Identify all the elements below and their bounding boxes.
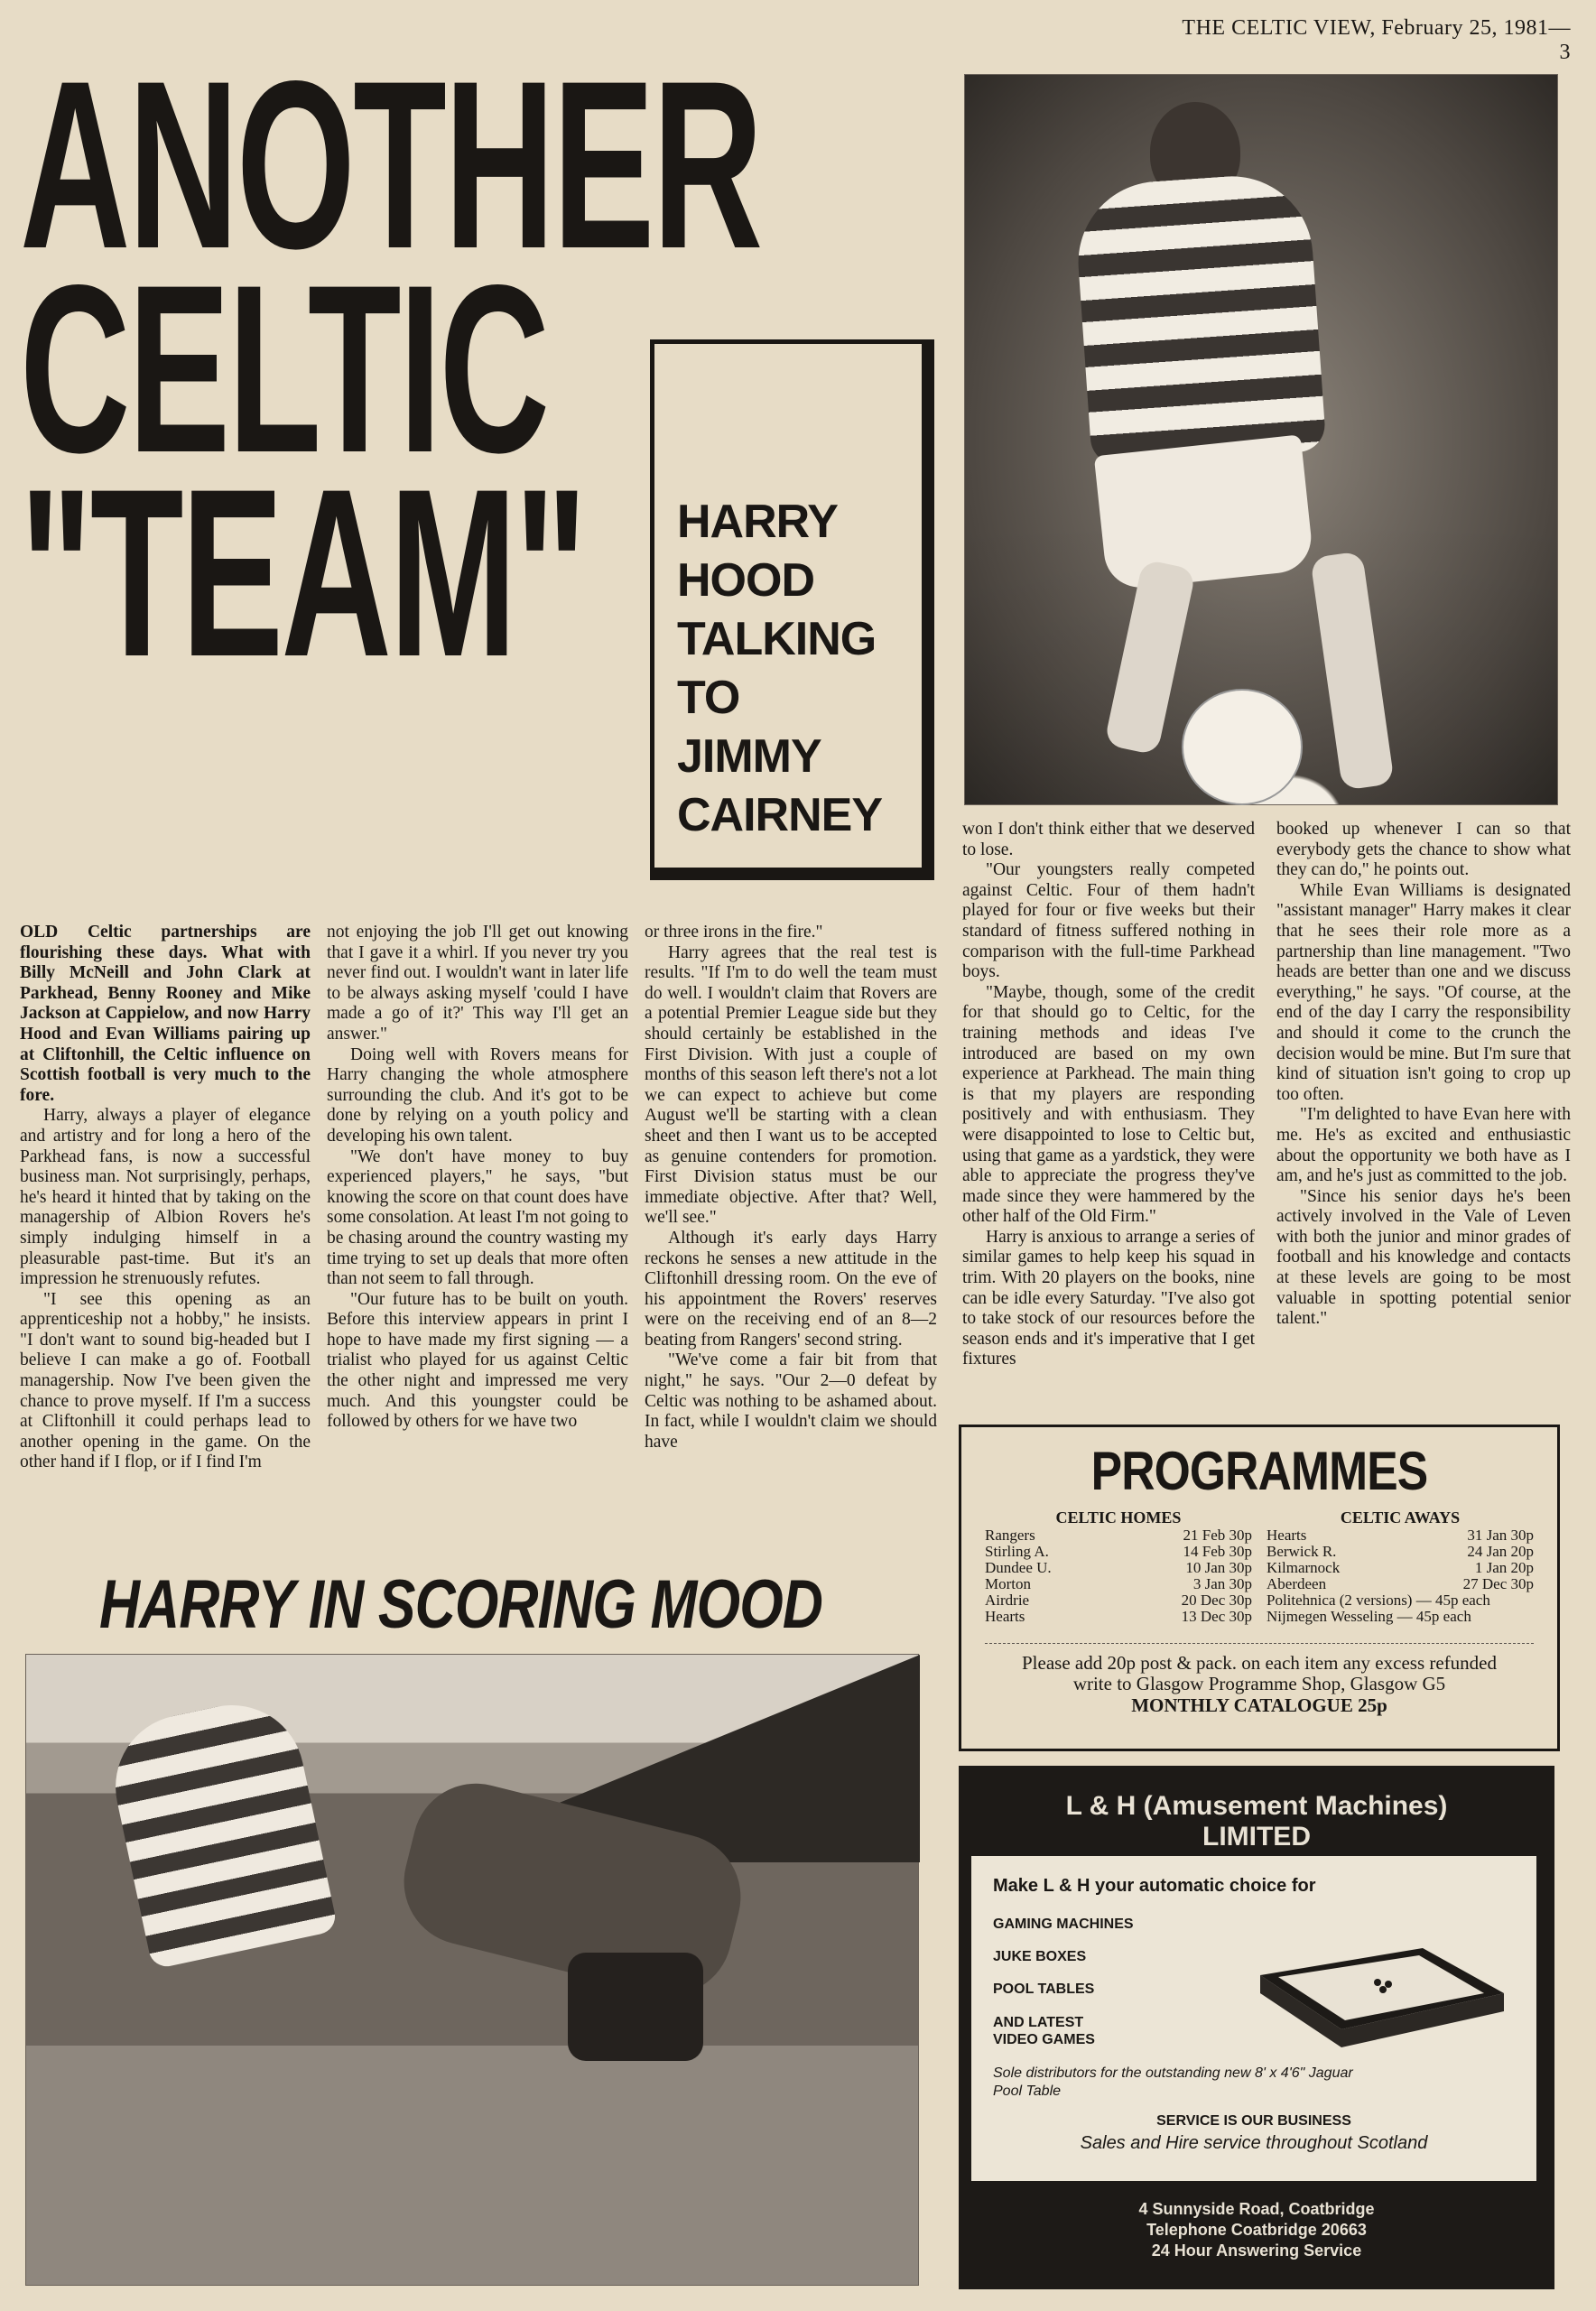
programme-extra: Nijmegen Wesseling — 45p each [1267,1608,1471,1625]
programme-row [985,1544,1252,1560]
ad-address-line: Telephone Coatbridge 20663 [1146,2221,1367,2239]
programme-date: 24 Jan [1467,1543,1508,1560]
programme-price: 30p [1229,1543,1252,1560]
scoring-photo [25,1654,919,2286]
headline-line: ANOTHER [20,32,761,299]
programmes-advert [959,1425,1560,1751]
programme-team: Stirling A. [985,1543,1049,1560]
ad-address-line: 4 Sunnyside Road, Coatbridge [1138,2200,1375,2218]
article-column-1 [20,923,311,1545]
programme-row [1267,1527,1534,1544]
programme-row [1267,1609,1534,1625]
article-column-4 [962,820,1255,1434]
programme-price: 30p [1229,1592,1252,1609]
article-paragraph: While Evan Williams is designated "assistant manager" Harry makes it clear that he sees their role more as a partnership than line management. "Two heads are better than one and we discuss everything," he says. "Of course, at the end of the day I carry the responsibility and should it come to the crunch the decision would be mine. But I'm sure that kind of situation isn't going to crop up too often. [1276,880,1571,1104]
photo-shape [1094,434,1314,590]
ad-item-line: VIDEO GAMES [993,2032,1095,2047]
programme-row [1267,1560,1534,1576]
programme-date: 1 Jan [1474,1559,1508,1576]
programme-team: Rangers [985,1527,1035,1544]
article-paragraph: won I don't think either that we deserved to lose. [962,820,1255,859]
ad-service-slogan: SERVICE IS OUR BUSINESS [1156,2113,1351,2129]
ad-item: POOL TABLES [993,1982,1095,1997]
programmes-divider [985,1643,1534,1644]
celtic-aways-list [1267,1509,1534,1625]
ad-title [959,1791,1554,1852]
programme-price: 30p [1229,1608,1252,1625]
programme-date: 10 Jan [1185,1559,1226,1576]
byline-box [650,339,937,874]
article-paragraph: "I'm delighted to have Evan here with me. He's as excited and enthusiastic about the opportunity we both have as I am, and he's just as committed to the job. [1276,1105,1571,1186]
headline-line: CELTIC [20,236,548,503]
article-column-5 [1276,820,1571,1406]
programme-price: 30p [1510,1575,1534,1592]
celtic-homes-list [985,1509,1252,1625]
celtic-aways-header: CELTIC AWAYS [1340,1508,1461,1527]
programme-date: 3 Jan [1192,1575,1226,1592]
programme-price: 30p [1229,1575,1252,1592]
photo-shape [1104,559,1196,756]
ad-item-line: AND LATEST [993,2015,1084,2030]
programmes-title: PROGRAMMES [1090,1441,1428,1501]
article-paragraph: not enjoying the job I'll get out knowing that I gave it a whirl. If you never try you never find out. I wouldn't want in later life to be always asking myself 'could I have made a go of it?' This way I'll get an answer." [327,923,628,1044]
article-paragraph: booked up whenever I can so that everybody gets the chance to show what they can do," he points out. [1276,820,1571,880]
player-photo-dribbling [964,74,1558,805]
programme-team: Kilmarnock [1267,1559,1341,1576]
ad-title-line: L & H (Amusement Machines) [1065,1791,1448,1821]
programme-date: 20 Dec [1181,1592,1226,1609]
programme-price: 30p [1510,1527,1534,1544]
photo-shape [568,1953,703,2061]
photo-shape [1182,689,1303,805]
article-paragraph: "We don't have money to buy experienced players," he says, "but knowing the score on that count does have some consolation. At least I'm not going to be chasing around the country wasting my time trying to set up deals that more often than not seem to fall through. [327,1146,628,1289]
programme-row [1267,1544,1534,1560]
ad-item: JUKE BOXES [993,1949,1087,1964]
celtic-homes-header: CELTIC HOMES [1055,1508,1182,1527]
byline [677,493,912,845]
article-paragraph: "We've come a fair bit from that night," he says. "Our 2—0 defeat by Celtic was nothing to be ashamed about. In fact, while I wouldn't claim we should have [645,1350,937,1452]
ad-address-line: 24 Hour Answering Service [1151,2241,1362,2260]
article-column-2 [327,923,628,1545]
programmes-catalogue: MONTHLY CATALOGUE 25p [1131,1694,1387,1716]
programme-team: Morton [985,1575,1031,1592]
programme-row [985,1576,1252,1592]
programmes-note-line: write to Glasgow Programme Shop, Glasgow G5 [1072,1673,1446,1694]
programme-row [985,1609,1252,1625]
programme-row [985,1527,1252,1544]
programme-team: Hearts [1267,1527,1307,1544]
programme-date: 14 Feb [1183,1543,1226,1560]
pool-table-icon [1242,1939,1513,2047]
article-paragraph: "I see this opening as an apprenticeship not a hobby," he insists. "I don't want to sound big-headed but I believe I can make a go of. Football managership. Now I've been given the chance to prove myself. If I'm a success at Cliftonhill it could perhaps lead to another opening in the game. On the other hand if I flop, or if I find I'm [20,1289,311,1472]
programme-row [985,1560,1252,1576]
programme-price: 20p [1510,1559,1534,1576]
programme-row [985,1592,1252,1609]
byline-line: JIMMY [677,730,821,783]
photo-shape [1073,171,1327,466]
article-paragraph: "Maybe, though, some of the credit for that should go to Celtic, for the training methods and ideas I've introduced are based on my own experience at Parkhead. The main thing is that my players are responding positively and with enthusiasm. They were disappointed to lose to Celtic but, using that game as a yardstick, they were able to appreciate the progress they've made since they were hammered by the other half of the Old Firm." [962,982,1255,1227]
photo-shape [102,1692,339,1970]
article-paragraph: Although it's early days Harry reckons he senses a new attitude in the Cliftonhill dressing room. On the eve of his appointment the Rovers' reserves were on the receiving end of an 8—2 beating from Rangers' second string. [645,1228,937,1350]
programme-price: 30p [1229,1559,1252,1576]
programmes-note [985,1653,1534,1694]
ad-tagline: Make L & H your automatic choice for [993,1876,1316,1896]
byline-line: TALKING [677,613,877,665]
article-paragraph: Doing well with Rovers means for Harry changing the whole atmosphere surrounding the club. And it's got to be done by relying on a youth policy and developing his own talent. [327,1044,628,1146]
article-intro: OLD Celtic partnerships are flourishing these days. What with Billy McNeill and John Clark at Parkhead, Benny Rooney and Mike Jackson at Cappielow, and now Harry Hood and Evan Williams pairing up at Cliftonhill, the Celtic influence on Scottish football is very much to the fore. [20,923,311,1105]
programme-date: 13 Dec [1181,1608,1226,1625]
programme-price: 30p [1229,1527,1252,1544]
programme-row [1267,1592,1534,1609]
programme-row [1267,1576,1534,1592]
programme-date: 27 Dec [1462,1575,1508,1592]
article-paragraph: or three irons in the fire." [645,923,823,942]
article-paragraph: "Our future has to be built on youth. Before this interview appears in print I hope to have made my first signing — a trialist who played for us against Celtic the other night and impressed me very much. And this youngster could be followed by others for we have two [327,1289,628,1432]
programme-date: 21 Feb [1183,1527,1226,1544]
byline-line: CAIRNEY [677,789,883,841]
ad-sales-line: Sales and Hire service throughout Scotland [1080,2133,1428,2153]
byline-line: HARRY [677,496,838,548]
programme-team: Airdrie [985,1592,1030,1609]
programme-team: Berwick R. [1267,1543,1337,1560]
photo-headline: HARRY IN SCORING MOOD [99,1566,823,1643]
ad-sole-distributors: Sole distributors for the outstanding new 8' x 4'6" Jaguar Pool Table [993,2065,1353,2099]
programme-team: Dundee U. [985,1559,1052,1576]
article-paragraph: "Our youngsters really competed against Celtic. Four of them hadn't played for four or five weeks but their standard of fitness suffered nothing in comparison with the full-time Parkhead boys. [962,860,1255,982]
article-paragraph: "Since his senior days he's been actively involved in the Vale of Leven with both the junior and minor grades of football and his knowledge and contacts at these levels are going to be most valuable in spotting potential senior talent." [1276,1186,1571,1329]
article-column-3 [645,923,937,1545]
programmes-columns [985,1509,1534,1625]
ad-item: GAMING MACHINES [993,1917,1134,1932]
lh-amusement-advert [959,1766,1554,2289]
article-paragraph: Harry is anxious to arrange a series of similar games to help keep his squad in trim. With 20 players on the books, nine can be idle every Saturday. "I've also got to take stock of our resources before the season ends and it's imperative that I get fixtures [962,1227,1255,1369]
photo-shape [1310,551,1395,791]
ad-address [959,2199,1554,2261]
running-head: THE CELTIC VIEW, February 25, 1981—3 [1182,16,1571,64]
programme-price: 20p [1510,1543,1534,1560]
headline-line: "TEAM" [20,440,585,707]
programme-team: Hearts [985,1608,1025,1625]
programme-team: Aberdeen [1267,1575,1327,1592]
article-paragraph: Harry agrees that the real test is results. "If I'm to do well the team must do well. I wouldn't claim that Rovers are a potential Premier League side but they should certainly be established in the First Division. With just a couple of months of this season left there's not a lot we can expect to achieve but come August we'll be starting with a clean sheet and then I want us to be accepted as genuine contenders for promotion. First Division status must be our immediate objective. After that? Well, we'll see." [645,942,937,1228]
programme-date: 31 Jan [1467,1527,1508,1544]
programme-extra: Politehnica (2 versions) — 45p each [1267,1592,1490,1609]
article-paragraph: Harry, always a player of elegance and artistry and for long a hero of the Parkhead fans, is now a successful business man. Not surprisingly, perhaps, he's heard it hinted that by taking on the managership of Albion Rovers he's simply indulging himself in a pleasurable past-time. But it's an impression he strenuously refutes. [20,1106,311,1289]
ad-title-line: LIMITED [1202,1822,1311,1852]
programmes-note-line: Please add 20p post & pack. on each item any excess refunded [1022,1652,1497,1674]
byline-line: HOOD [677,554,814,607]
byline-line: TO [677,672,740,724]
ad-panel [971,1856,1536,2181]
